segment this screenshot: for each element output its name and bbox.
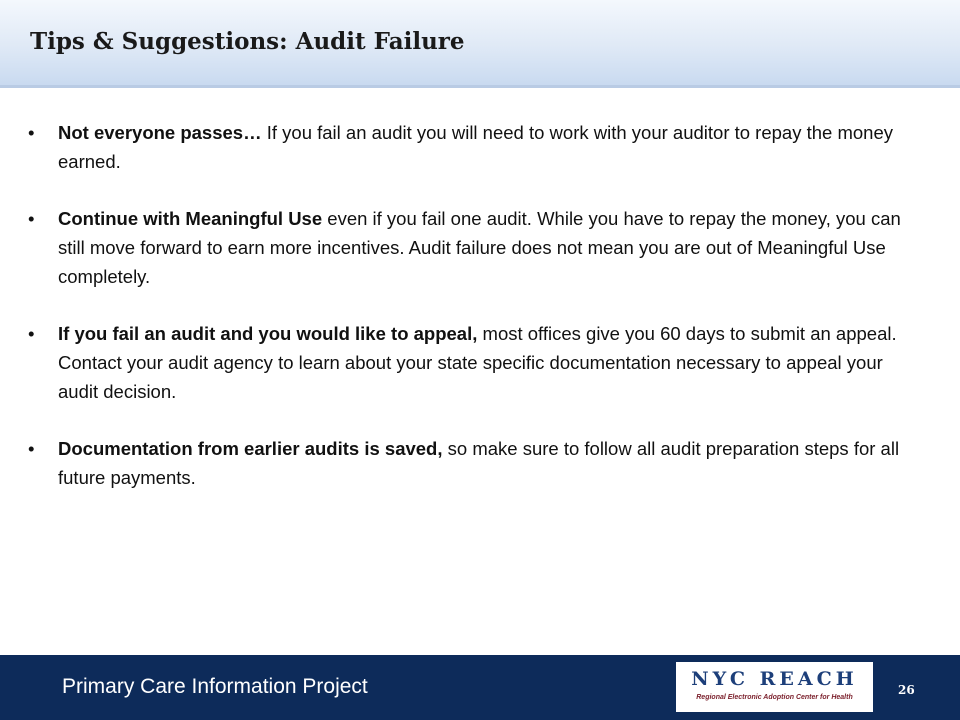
bullet-item [28,118,908,176]
bullet-bold: Documentation from earlier audits is saved, [58,438,443,459]
bullet-bold: If you fail an audit and you would like to appeal, [58,323,478,344]
slide-header [0,0,960,88]
bullet-marker: • [28,122,35,143]
bullet-list [28,118,908,520]
bullet-item [28,204,908,291]
logo-subtitle: Regional Electronic Adoption Center for Health [696,694,853,701]
bullet-bold: Continue with Meaningful Use [58,208,323,229]
logo-title: NYC REACH [691,668,858,690]
bullet-text: If you fail an audit you will need to work with your auditor to repay the money earned. [58,122,893,172]
bullet-item [28,319,908,406]
bullet-bold: Not everyone passes… [58,122,262,143]
slide-title: Tips & Suggestions: Audit Failure [30,28,465,55]
bullet-marker: • [28,323,35,344]
bullet-text: so make sure to follow all audit preparation steps for all future payments. [58,438,900,488]
page-number: 26 [898,683,915,697]
footer-label: Primary Care Information Project [62,675,368,698]
nyc-reach-logo [676,662,873,712]
bullet-text: most offices give you 60 days to submit an appeal. Contact your audit agency to learn about your state specific documentation necessary to appeal your audit decision. [58,323,897,402]
bullet-marker: • [28,208,35,229]
bullet-marker: • [28,438,35,459]
bullet-item [28,434,908,492]
bullet-text: even if you fail one audit. While you have to repay the money, you can still move forward to earn more incentives. Audit failure does not mean you are out of Meaningful Use completely. [58,208,901,287]
